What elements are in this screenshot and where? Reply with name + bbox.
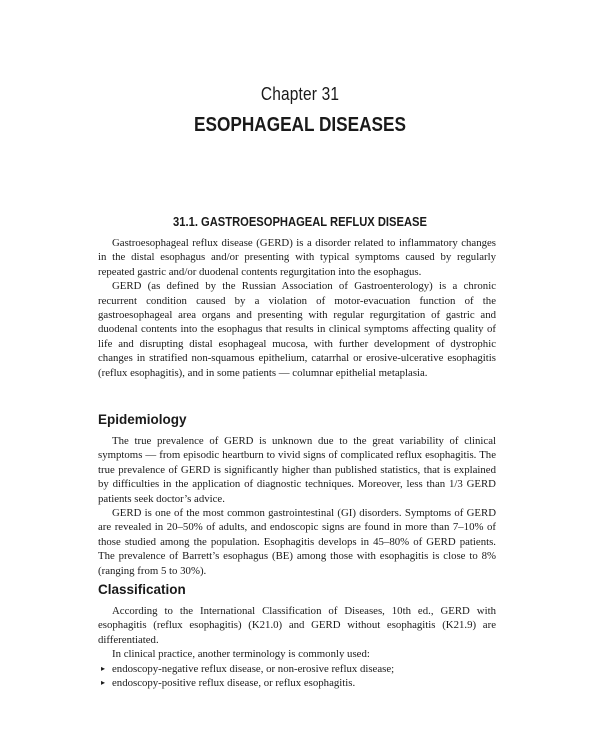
section-title: 31.1. GASTROESOPHAGEAL REFLUX DISEASE xyxy=(173,214,427,229)
triangle-bullet-icon: ▸ xyxy=(101,663,106,673)
paragraph: GERD is one of the most common gastrointestinal (GI) disorders. Symptoms of GERD are revealed in 20–50% of adults, and endoscopic signs are found in more than 7–10% of those studied among the population. Esophagitis develops in 45–80% of GERD patients. The prevalence of Barrett’s esophagus (BE) among those with esophagitis is close to 8% (ranging from 5 to 30%). xyxy=(98,507,496,577)
section-body xyxy=(98,236,496,380)
epidemiology-heading: Epidemiology xyxy=(98,412,187,427)
chapter-title: ESOPHAGEAL DISEASES xyxy=(194,114,406,136)
list-item-text: endoscopy-negative reflux disease, or non-erosive reflux disease; xyxy=(112,662,395,675)
paragraph: GERD (as defined by the Russian Association of Gastroenterology) is a chronic recurrent condition caused by a violation of motor-evacuation function of the gastroesophageal area organs and presenting with regular regurgitation of gastric and duodenal contents into the esophagus that results in clinical symptoms affecting quality of life and disrupting distal esophageal mucosa, with further development of dystrophic changes in stratified non-squamous epithelium, catarrhal or erosive-ulcerative esophagitis (reflux esophagitis), and in some patients — columnar epithelial metaplasia. xyxy=(98,280,496,379)
paragraph: In clinical practice, another terminology is commonly used: xyxy=(112,648,370,661)
list-item xyxy=(98,676,496,690)
epidemiology-body xyxy=(98,434,496,578)
bullet-list xyxy=(98,662,496,691)
classification-body xyxy=(98,604,496,690)
paragraph: According to the International Classification of Diseases, 10th ed., GERD with esophagitis (reflux esophagitis) (K21.0) and GERD without esophagitis (K21.9) are differentiated. xyxy=(98,605,496,646)
triangle-bullet-icon: ▸ xyxy=(101,678,106,688)
list-item xyxy=(98,662,496,676)
paragraph: Gastroesophageal reflux disease (GERD) is a disorder related to inflammatory changes in the distal esophagus and/or presenting with typical symptoms caused by regularly repeated gastric and/or duodenal contents regurgitation into the esophagus. xyxy=(98,237,496,278)
paragraph: The true prevalence of GERD is unknown due to the great variability of clinical symptoms — from episodic heartburn to vivid signs of complicated reflux esophagitis. The true prevalence of GERD is significantly higher than published statistics, that is explained by difficulties in the application of diagnostic techniques. Moreover, less than 1/3 GERD patients seek doctor’s advice. xyxy=(98,435,496,505)
list-item-text: endoscopy-positive reflux disease, or reflux esophagitis. xyxy=(112,677,356,690)
classification-heading: Classification xyxy=(98,582,186,597)
chapter-label: Chapter 31 xyxy=(260,84,340,104)
